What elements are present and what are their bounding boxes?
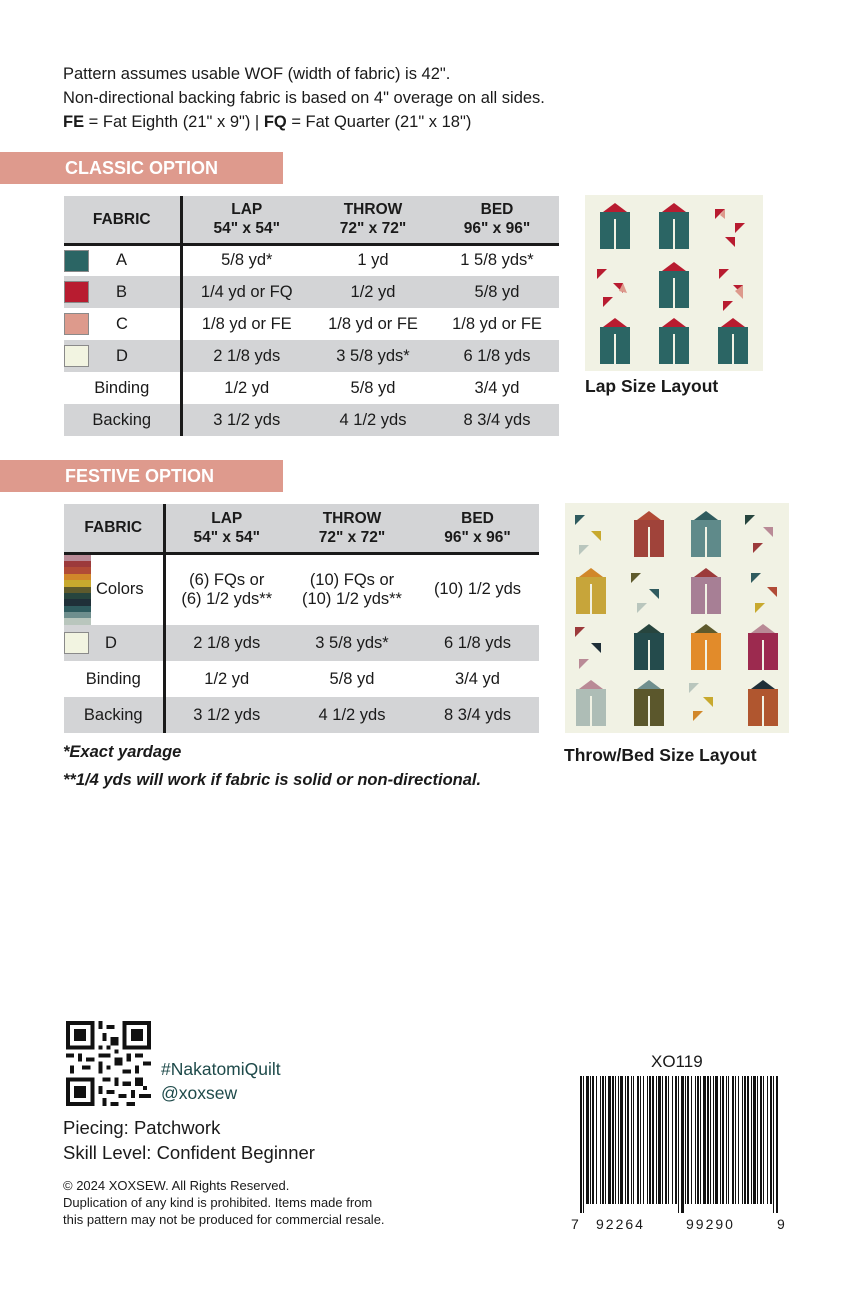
cell-lap: 3 1/2 yds <box>164 697 288 733</box>
header-lap-size: 54" x 54" <box>213 220 280 238</box>
table-row <box>64 308 559 340</box>
table-row <box>64 340 559 372</box>
header-throw-label: THROW <box>343 201 403 219</box>
intro-line-backing: Non-directional backing fabric is based on 4" overage on all sides. <box>63 89 545 107</box>
classic-table <box>64 196 559 436</box>
lap-size-layout-image <box>585 195 763 371</box>
barcode-digit-last: 9 <box>777 1216 785 1232</box>
throw-bed-size-layout-image <box>565 503 789 733</box>
festive-banner: FESTIVE OPTION <box>0 460 283 492</box>
cell-lap: 1/2 yd <box>224 378 270 397</box>
cell-lap: 1/2 yd <box>204 669 250 688</box>
header-lap-label: LAP <box>211 509 243 527</box>
colors-swatch-stack <box>64 555 91 625</box>
cell-bed: 5/8 yd <box>435 276 559 308</box>
cell-bed: 6 1/8 yds <box>416 625 539 661</box>
cell-throw: 5/8 yd <box>350 378 396 397</box>
cell-throw: 1/8 yd or FE <box>328 314 418 333</box>
classic-header-row <box>64 196 559 244</box>
cell-bed: 3/4 yd <box>455 669 500 688</box>
classic-banner: CLASSIC OPTION <box>0 152 283 184</box>
table-row <box>64 404 559 436</box>
header-throw-size: 72" x 72" <box>318 528 386 546</box>
header-throw <box>288 504 416 553</box>
qr-code[interactable] <box>66 1021 151 1106</box>
header-throw-label: THROW <box>322 509 382 527</box>
social-handle[interactable]: @xoxsew <box>161 1083 238 1103</box>
fabric-b-swatch <box>64 281 89 303</box>
row-label: Backing <box>64 404 181 436</box>
cell-throw: 3 5/8 yds* <box>311 340 435 372</box>
cell-bed: 6 1/8 yds <box>435 340 559 372</box>
lap-quilt-illustration <box>585 195 763 371</box>
cell-lap: 2 1/8 yds <box>164 625 288 661</box>
cell-bed: 1 5/8 yds* <box>460 251 534 270</box>
fabric-d-swatch <box>64 632 89 654</box>
cell-lap: 1/8 yd or FE <box>201 314 292 333</box>
fq-text: = Fat Quarter (21" x 18") <box>286 113 472 131</box>
qr-code-icon <box>66 1021 151 1106</box>
header-bed <box>416 504 539 553</box>
hashtag[interactable]: #NakatomiQuilt <box>161 1059 281 1079</box>
copyright: © 2024 XOXSEW. All Rights Reserved. <box>63 1178 290 1193</box>
header-bed-size: 96" x 96" <box>463 220 531 238</box>
cell-throw: (10) FQs or (10) 1/2 yds** <box>302 570 402 608</box>
header-fabric: FABRIC <box>64 504 164 553</box>
header-bed-size: 96" x 96" <box>444 528 511 546</box>
row-label: Binding <box>64 372 181 404</box>
cell-throw: 3 5/8 yds* <box>288 625 416 661</box>
header-throw-size: 72" x 72" <box>339 220 407 238</box>
header-bed <box>435 196 559 244</box>
fe-text: = Fat Eighth (21" x 9") | <box>84 113 264 131</box>
fe-abbr: FE <box>63 113 85 131</box>
cell-throw: 1 yd <box>357 251 389 270</box>
cell-bed: 3/4 yd <box>474 378 520 397</box>
header-throw <box>311 196 435 244</box>
cell-bed: 8 3/4 yds <box>435 404 559 436</box>
table-row <box>64 553 539 625</box>
row-label: A <box>116 251 128 270</box>
table-row <box>64 372 559 404</box>
legal-line-1: Duplication of any kind is prohibited. Items made from <box>63 1195 373 1210</box>
row-label: Colors <box>96 580 144 599</box>
throw-bed-quilt-illustration <box>565 503 789 733</box>
intro-line-wof: Pattern assumes usable WOF (width of fabric) is 42". <box>63 65 451 83</box>
barcode-digits-right: 99290 <box>686 1216 735 1232</box>
skill-level: Skill Level: Confident Beginner <box>63 1142 315 1163</box>
table-row <box>64 244 559 276</box>
note-quarter-yard: **1/4 yds will work if fabric is solid or non-directional. <box>63 771 482 789</box>
legal-line-2: this pattern may not be produced for commercial resale. <box>63 1212 385 1227</box>
fabric-d-swatch <box>64 345 89 367</box>
table-row <box>64 276 559 308</box>
festive-header-row <box>64 504 539 553</box>
fabric-a-swatch <box>64 250 89 272</box>
header-lap-size: 54" x 54" <box>193 528 260 546</box>
header-bed-label: BED <box>461 509 494 527</box>
cell-bed: 8 3/4 yds <box>416 697 539 733</box>
table-row <box>64 697 539 733</box>
cell-lap: 2 1/8 yds <box>181 340 311 372</box>
intro-line-abbr <box>63 110 545 134</box>
row-label: D <box>105 633 117 652</box>
piecing: Piecing: Patchwork <box>63 1117 221 1138</box>
header-bed-label: BED <box>480 201 514 219</box>
cell-throw: 1/2 yd <box>311 276 435 308</box>
fq-abbr: FQ <box>263 113 287 131</box>
barcode-digits-left: 92264 <box>596 1216 645 1232</box>
row-label: Binding <box>64 661 164 697</box>
throw-bed-layout-caption: Throw/Bed Size Layout <box>564 745 757 765</box>
header-lap-label: LAP <box>231 201 263 219</box>
cell-throw: 5/8 yd <box>329 669 375 688</box>
cell-lap: 3 1/2 yds <box>181 404 311 436</box>
table-row <box>64 661 539 697</box>
festive-table <box>64 504 539 733</box>
product-code: XO119 <box>651 1052 703 1071</box>
cell-lap: 1/4 yd or FQ <box>181 276 311 308</box>
lap-layout-caption: Lap Size Layout <box>585 376 719 396</box>
table-row <box>64 625 539 661</box>
fabric-c-swatch <box>64 313 89 335</box>
cell-bed: 1/8 yd or FE <box>452 314 542 333</box>
row-label: Backing <box>64 697 164 733</box>
row-label: C <box>116 314 128 333</box>
header-fabric: FABRIC <box>64 196 181 244</box>
cell-bed: (10) 1/2 yds <box>433 580 522 599</box>
row-label: D <box>116 346 128 365</box>
row-label: B <box>116 282 128 301</box>
header-lap <box>181 196 311 244</box>
cell-throw: 4 1/2 yds <box>288 697 416 733</box>
note-exact-yardage: *Exact yardage <box>63 743 182 761</box>
cell-lap: (6) FQs or (6) 1/2 yds** <box>181 570 273 608</box>
cell-lap: 5/8 yd* <box>221 251 273 270</box>
cell-throw: 4 1/2 yds <box>311 404 435 436</box>
header-lap <box>164 504 288 553</box>
barcode-digit-first: 7 <box>571 1216 579 1232</box>
legal-text <box>63 1177 385 1228</box>
intro-text <box>63 62 545 134</box>
barcode <box>580 1076 778 1213</box>
